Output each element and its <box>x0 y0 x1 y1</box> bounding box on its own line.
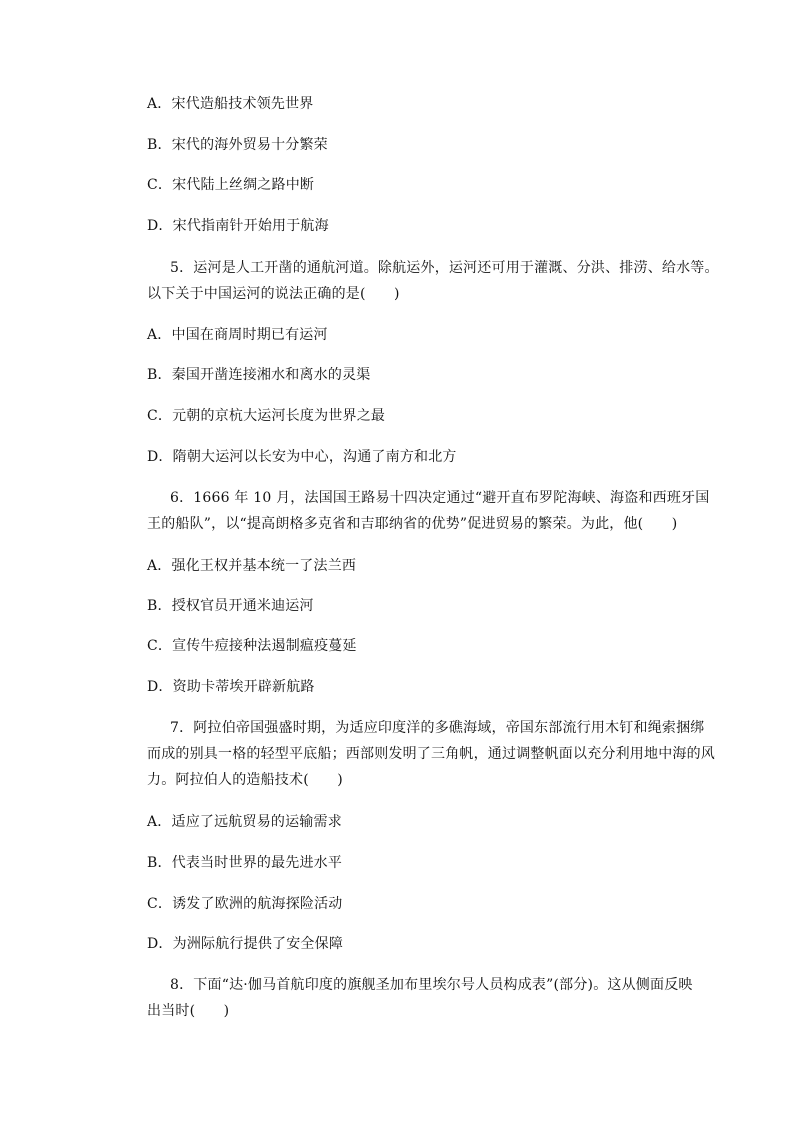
q5-option-b: B．秦国开凿连接湘水和离水的灵渠 <box>147 367 371 383</box>
q5-option-d: D．隋朝大运河以长安为中心，沟通了南方和北方 <box>147 449 457 465</box>
q7-stem-line3: 力。阿拉伯人的造船技术( ) <box>147 772 343 788</box>
q7-option-a: A．适应了远航贸易的运输需求 <box>147 814 342 830</box>
q4-option-a: A．宋代造船技术领先世界 <box>147 96 314 112</box>
q6-option-a: A．强化王权并基本统一了法兰西 <box>147 558 357 574</box>
q7-stem-line1: 7．阿拉伯帝国强盛时期，为适应印度洋的多礁海域，帝国东部流行用木钉和绳索捆绑 <box>170 720 705 736</box>
q6-option-c: C．宣传牛痘接种法遏制瘟疫蔓延 <box>147 638 357 654</box>
q8-stem-line1: 8．下面“达·伽马首航印度的旗舰圣加布里埃尔号人员构成表”(部分)。这从侧面反映 <box>170 977 693 993</box>
q5-stem-line2: 以下关于中国运河的说法正确的是( ) <box>147 286 400 302</box>
q8-stem-line2: 出当时( ) <box>147 1003 230 1019</box>
q7-option-b: B．代表当时世界的最先进水平 <box>147 855 343 871</box>
q5-option-c: C．元朝的京杭大运河长度为世界之最 <box>147 408 386 424</box>
q5-stem-line1: 5．运河是人工开凿的通航河道。除航运外，运河还可用于灌溉、分洪、排涝、给水等。 <box>170 260 719 276</box>
q6-stem-line2: 王的船队”，以“提高朗格多克省和吉耶纳省的优势”促进贸易的繁荣。为此，他( ) <box>147 516 678 532</box>
q7-option-d: D．为洲际航行提供了安全保障 <box>147 936 344 952</box>
q4-option-b: B．宋代的海外贸易十分繁荣 <box>147 137 328 153</box>
q7-stem-line2: 而成的别具一格的轻型平底船；西部则发明了三角帆，通过调整帆面以充分利用地中海的风 <box>147 746 715 762</box>
q6-option-d: D．资助卡蒂埃开辟新航路 <box>147 679 315 695</box>
q7-option-c: C．诱发了欧洲的航海探险活动 <box>147 896 343 912</box>
q4-option-c: C．宋代陆上丝绸之路中断 <box>147 177 315 193</box>
q4-option-d: D．宋代指南针开始用于航海 <box>147 218 329 234</box>
q5-option-a: A．中国在商周时期已有运河 <box>147 327 328 343</box>
q6-option-b: B．授权官员开通米迪运河 <box>147 598 314 614</box>
q6-stem-line1: 6．1666 年 10 月，法国国王路易十四决定通过“避开直布罗陀海峡、海盗和西班牙国 <box>170 490 710 506</box>
